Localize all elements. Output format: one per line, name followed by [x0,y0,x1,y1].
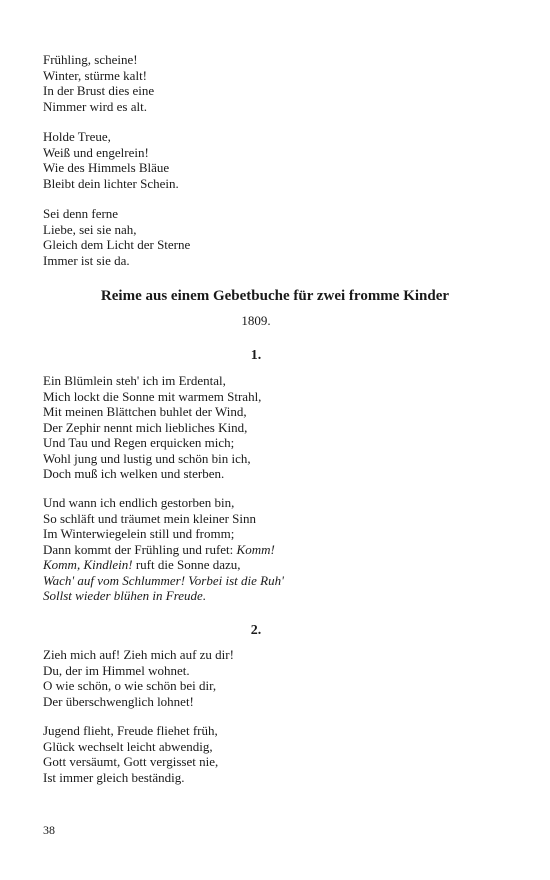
poem-line: Ist immer gleich beständig. [43,769,185,785]
poem1-stanza-1 [43,373,483,482]
italic-text: Sollst wieder blühen in Freude. [43,588,207,603]
poem2-stanza-1 [43,647,483,709]
poem-line: Der Zephir nennt mich liebliches Kind, [43,419,248,435]
poem-line: Zieh mich auf! Zieh mich auf zu dir! [43,647,234,662]
poem-line: Liebe, sei sie nah, [43,221,137,237]
poem-line: So schläft und träumet mein kleiner Sinn [43,510,257,526]
poem-line [43,573,483,589]
poem-line: Frühling, scheine! [43,52,138,67]
poem-line: Im Winterwiegelein still und fromm; [43,526,235,541]
poem-number-2: 2. [250,623,262,638]
line-text: Dann kommt der Frühling und rufet: [43,541,237,557]
poem-line: Und Tau und Regen erquicken mich; [43,435,235,450]
poem-line: Immer ist sie da. [43,252,130,268]
poem2-stanza-2 [43,723,483,785]
poem-line: Doch muß ich welken und sterben. [43,466,225,481]
poem-line: Jugend flieht, Freude fliehet früh, [43,723,218,738]
poem-line: Weiß und engelrein! [43,144,149,160]
section-year: 1809. [241,313,271,328]
stanza-continued-1 [43,52,483,114]
stanza-continued-3 [43,206,483,268]
poem-line: Und wann ich endlich gestorben bin, [43,495,235,510]
italic-text: Komm, Kindlein! [43,557,133,572]
line-text: ruft die Sonne dazu, [132,557,241,572]
poem-line [43,542,483,558]
poem-line [43,588,483,604]
poem-line: Ein Blümlein steh' ich im Erdental, [43,373,226,388]
poem-line: Mit meinen Blättchen buhlet der Wind, [43,404,247,419]
poem-line: Nimmer wird es alt. [43,98,147,114]
poem-number-1: 1. [250,348,262,363]
poem-line: Der überschwenglich lohnet! [43,693,194,709]
poem-line: Wie des Himmels Bläue [43,160,170,175]
poem-line: Glück wechselt leicht abwendig, [43,738,213,754]
poem1-stanza-2 [43,495,483,604]
poem-line: Holde Treue, [43,129,111,144]
stanza-continued-2 [43,129,483,191]
section-title: Reime aus einem Gebetbuche für zwei fromme Kinder [100,288,450,304]
poem-line: Winter, stürme kalt! [43,67,148,83]
page-number: 38 [43,823,55,837]
poem-line: O wie schön, o wie schön bei dir, [43,678,217,693]
poem-line: Sei denn ferne [43,206,119,221]
poem-line: Bleibt dein lichter Schein. [43,175,179,191]
poem-line: Mich lockt die Sonne mit warmem Strahl, [43,388,262,404]
italic-text: Komm! [236,541,275,557]
poem-line: Gleich dem Licht der Sterne [43,237,191,252]
poem-line: In der Brust dies eine [43,83,155,98]
italic-text: Wach' auf vom Schlummer! Vorbei ist die Ruh' [43,572,284,588]
poem-line: Du, der im Himmel wohnet. [43,662,190,678]
poem-line [43,557,483,573]
poem-line: Wohl jung und lustig und schön bin ich, [43,450,251,466]
poem-line: Gott versäumt, Gott vergisset nie, [43,754,219,769]
